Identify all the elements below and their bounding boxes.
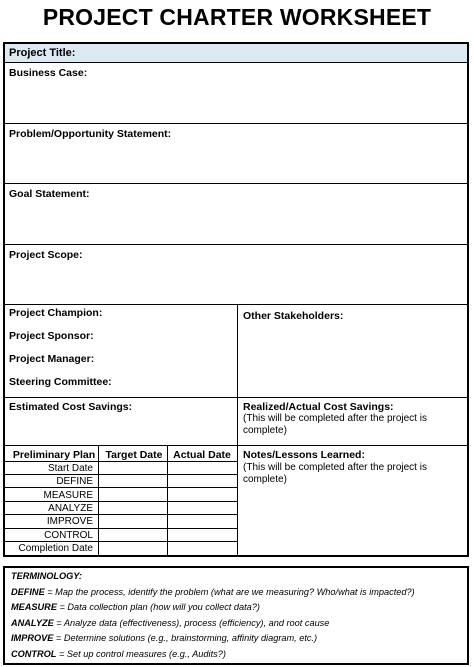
- problem-statement-label: Problem/Opportunity Statement:: [9, 128, 172, 140]
- term-improve: IMPROVE = Determine solutions (e.g., brainstorming, affinity diagram, etc.): [11, 633, 318, 643]
- steering-committee-label: Steering Committee:: [9, 376, 112, 388]
- realized-savings-label: Realized/Actual Cost Savings:: [243, 401, 394, 413]
- plan-row-completion-date: Completion Date: [18, 543, 93, 554]
- table-line: [5, 514, 237, 515]
- plan-header-preliminary: Preliminary Plan: [12, 449, 96, 461]
- other-stakeholders-label: Other Stakeholders:: [243, 310, 344, 322]
- goal-statement-label: Goal Statement:: [9, 188, 90, 200]
- estimated-savings-label: Estimated Cost Savings:: [9, 401, 133, 413]
- table-line: [5, 541, 237, 542]
- plan-header-actual: Actual Date: [173, 449, 231, 461]
- plan-row-improve: IMPROVE: [46, 516, 93, 527]
- divider: [5, 183, 467, 184]
- table-line: [5, 501, 237, 502]
- term-define: DEFINE = Map the process, identify the problem (what are we measuring? Who/what is impacted?): [11, 587, 415, 597]
- business-case-label: Business Case:: [9, 67, 88, 79]
- table-line: [5, 487, 237, 488]
- project-scope-label: Project Scope:: [9, 249, 83, 261]
- divider: [5, 397, 467, 398]
- column-divider: [237, 304, 238, 557]
- terminology-heading: TERMINOLOGY:: [11, 571, 82, 581]
- notes-lessons-label: Notes/Lessons Learned:: [243, 449, 365, 461]
- charter-form: [3, 42, 469, 557]
- project-manager-label: Project Manager:: [9, 353, 95, 365]
- page-title: PROJECT CHARTER WORKSHEET: [42, 4, 432, 30]
- divider: [5, 244, 467, 245]
- term-analyze: ANALYZE = Analyze data (effectiveness), process (efficiency), and root cause: [11, 618, 330, 628]
- term-measure: MEASURE = Data collection plan (how will you collect data?): [11, 602, 260, 612]
- table-line: [5, 474, 237, 475]
- term-control: CONTROL = Set up control measures (e.g., Audits?): [11, 649, 226, 659]
- notes-note-line1: (This will be completed after the project is: [243, 462, 427, 473]
- plan-row-analyze: ANALYZE: [48, 503, 93, 514]
- project-title-field[interactable]: Project Title:: [5, 44, 467, 63]
- divider: [5, 304, 467, 305]
- notes-note-line2: complete): [243, 474, 287, 485]
- terminology-box: [3, 566, 469, 665]
- plan-row-start-date: Start Date: [47, 463, 93, 474]
- divider: [5, 123, 467, 124]
- plan-row-control: CONTROL: [44, 530, 93, 541]
- plan-row-define: DEFINE: [56, 476, 93, 487]
- table-line: [5, 528, 237, 529]
- divider: [5, 445, 467, 446]
- realized-note-line2: complete): [243, 425, 287, 436]
- realized-note-line1: (This will be completed after the project is: [243, 413, 427, 424]
- plan-row-measure: MEASURE: [43, 490, 93, 501]
- project-champion-label: Project Champion:: [9, 307, 103, 319]
- plan-header-target: Target Date: [105, 449, 163, 461]
- table-line: [5, 461, 237, 462]
- project-sponsor-label: Project Sponsor:: [9, 330, 94, 342]
